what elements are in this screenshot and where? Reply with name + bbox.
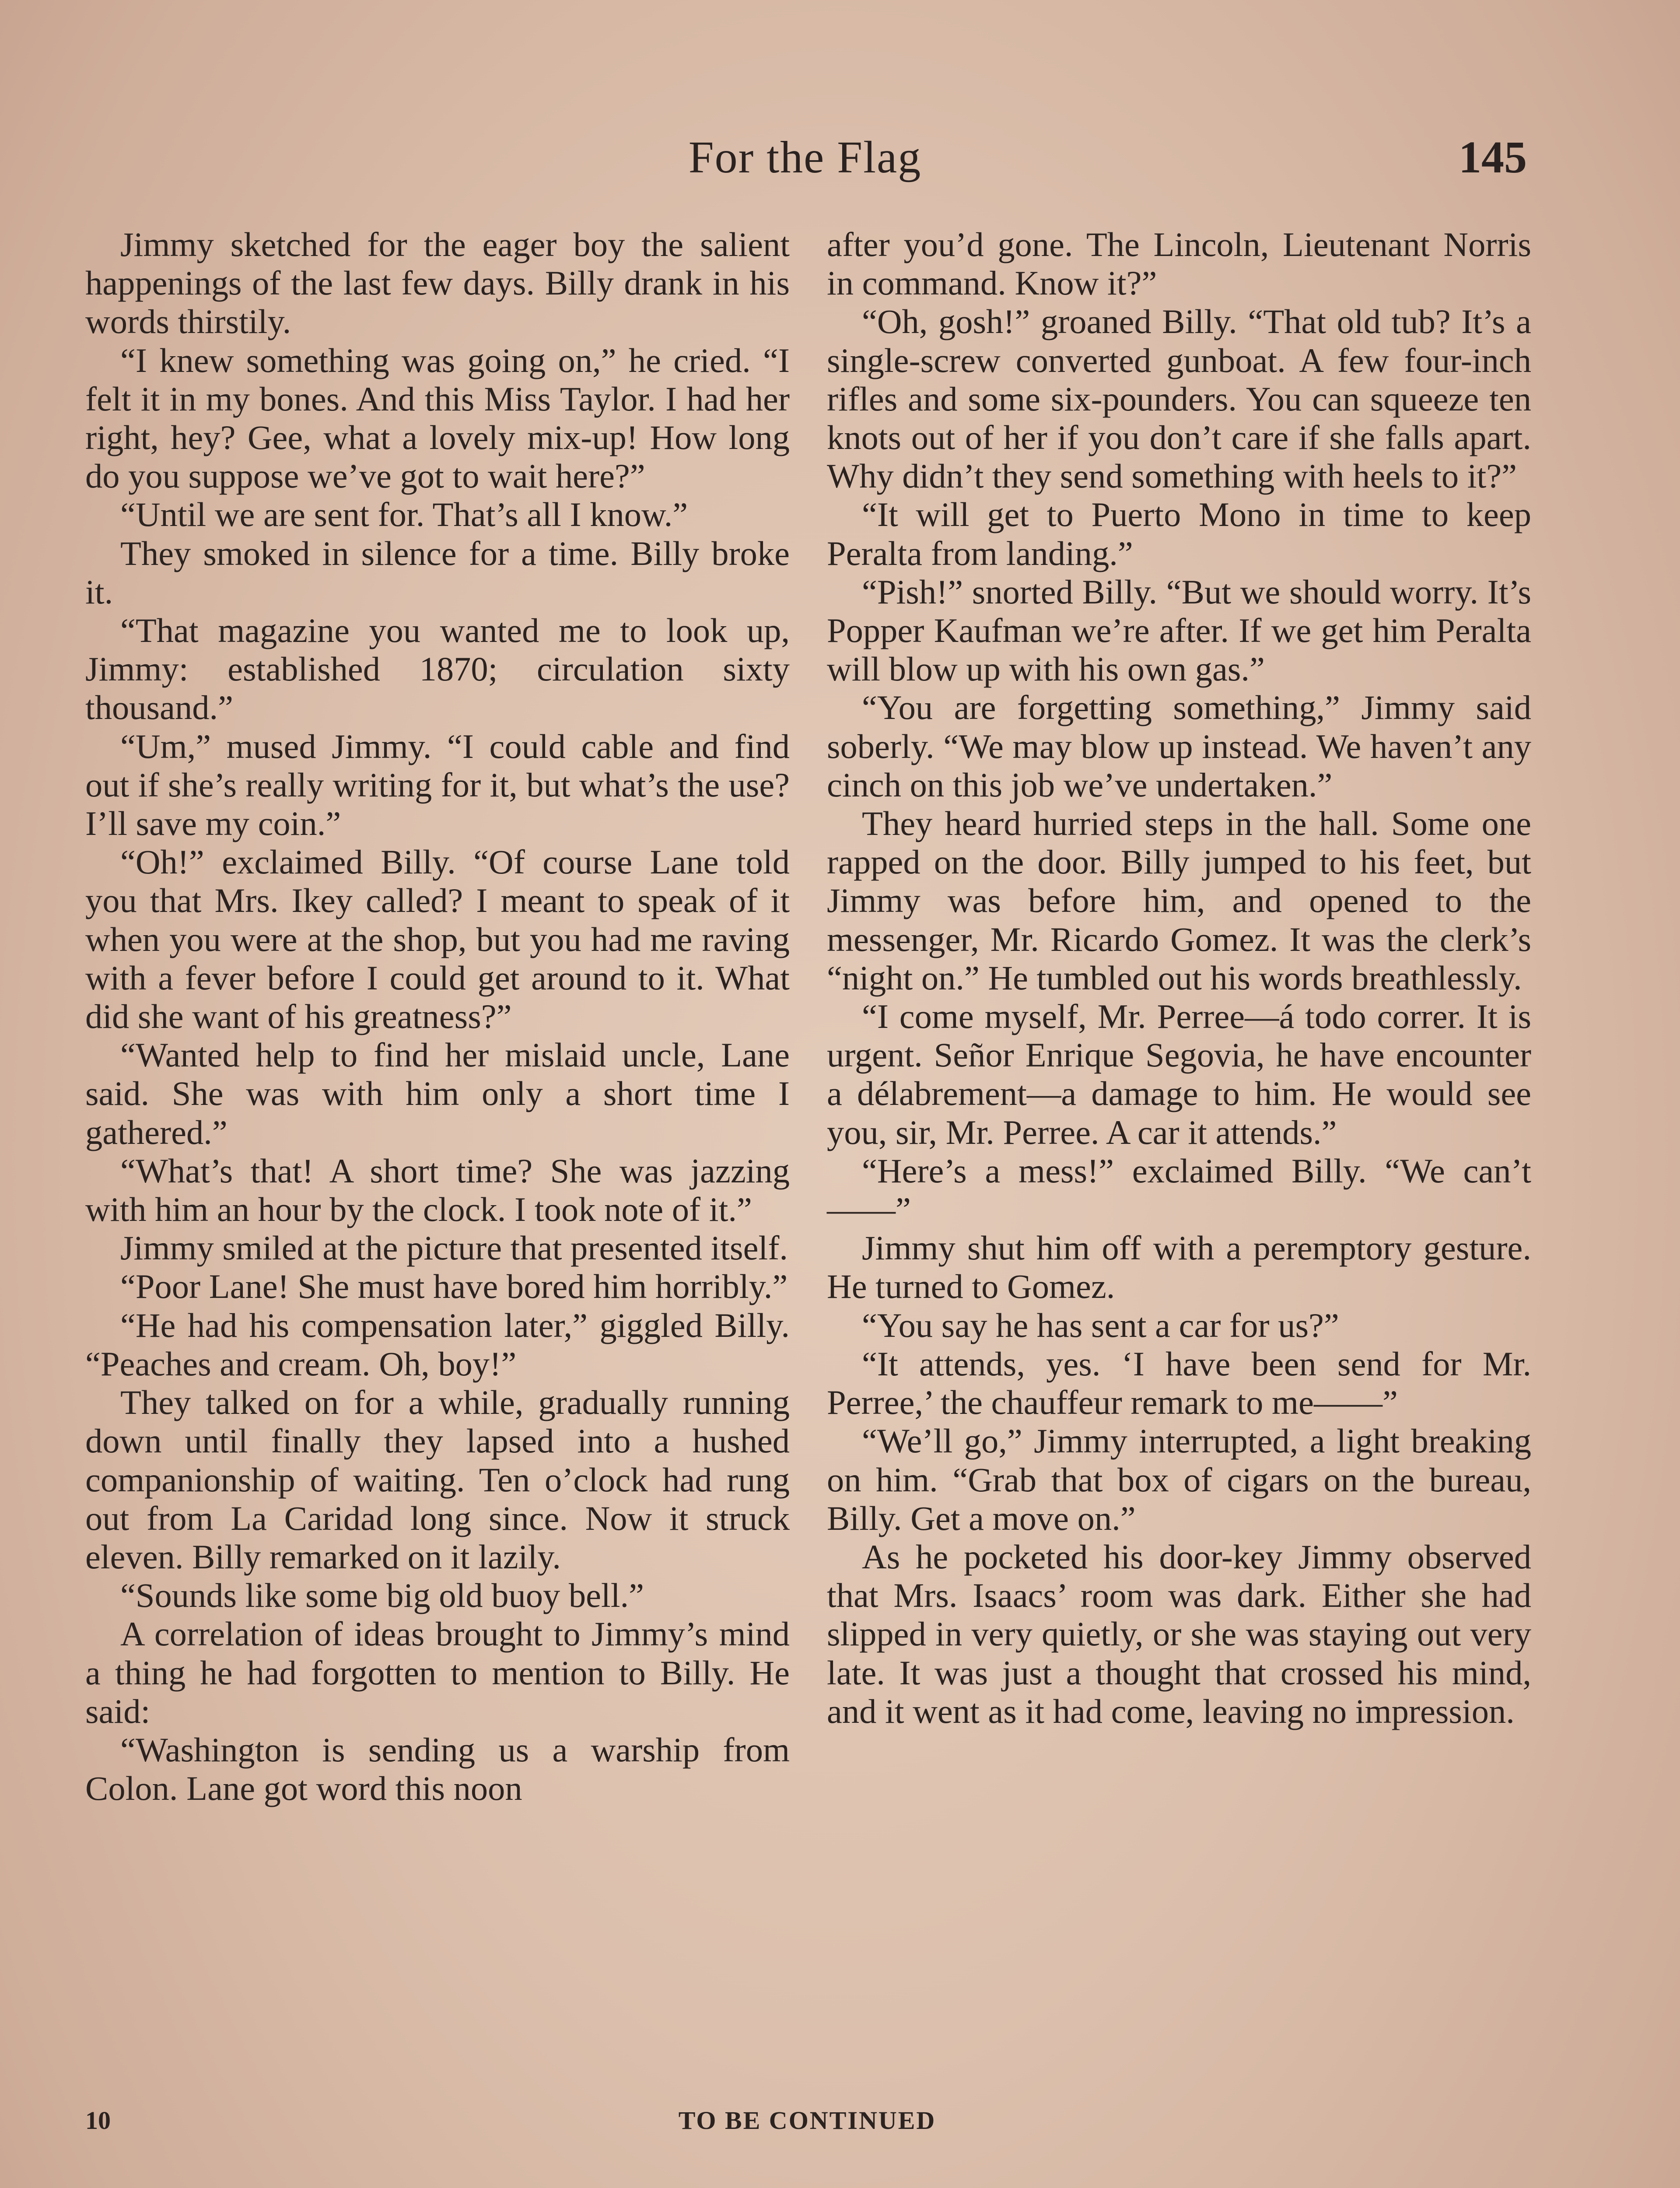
paragraph: “Pish!” snorted Billy. “But we should worry. It’s Popper Kaufman we’re after. If we get him Peralta will blow up with his own gas.” — [827, 572, 1531, 688]
paragraph: “Wanted help to find her mislaid uncle, Lane said. She was with him only a short time I gathered.” — [85, 1036, 790, 1151]
to-be-continued: TO BE CONTINUED — [678, 2106, 936, 2135]
paragraph: “Oh!” exclaimed Billy. “Of course Lane told you that Mrs. Ikey called? I meant to speak of it when you were at the shop, but you had me raving with a fever before I could get around to it. What did she want of his greatness?” — [85, 843, 790, 1036]
paragraph: Jimmy shut him off with a peremptory gesture. He turned to Gomez. — [827, 1229, 1531, 1306]
running-title: For the Flag — [688, 132, 922, 182]
paragraph: They talked on for a while, gradually running down until finally they lapsed into a hushed companionship of waiting. Ten o’clock had rung out from La Caridad long since. Now it struck eleven. Billy remarked on it lazily. — [85, 1383, 790, 1576]
paragraph: “Until we are sent for. That’s all I know.” — [120, 495, 688, 534]
running-head — [83, 131, 1527, 188]
paragraph: “Oh, gosh!” groaned Billy. “That old tub? It’s a single-screw converted gunboat. A few four-inch rifles and some six-pounders. You can squeeze ten knots out of her if you don’t care if she falls apart. Why didn’t they send something with heels to it?” — [827, 302, 1531, 495]
paragraph: “You are forgetting something,” Jimmy said soberly. “We may blow up instead. We haven’t any cinch on this job we’ve undertaken.” — [827, 688, 1531, 804]
paragraph: “You say he has sent a car for us?” — [862, 1306, 1339, 1344]
paragraph: “We’ll go,” Jimmy interrupted, a light breaking on him. “Grab that box of cigars on the bureau, Billy. Get a move on.” — [827, 1422, 1531, 1537]
paragraph: “What’s that! A short time? She was jazzing with him an hour by the clock. I took note of it.” — [85, 1151, 790, 1229]
paragraph: Jimmy sketched for the eager boy the salient happenings of the last few days. Billy drank in his words thirstily. — [85, 225, 790, 341]
paragraph: “It will get to Puerto Mono in time to keep Peralta from landing.” — [827, 495, 1531, 572]
paragraph: As he pocketed his door-key Jimmy observed that Mrs. Isaacs’ room was dark. Either she had slipped in very quietly, or she was staying out very late. It was just a thought that crossed his mind, and it went as it had come, leaving no impression. — [827, 1537, 1531, 1730]
paragraph: They heard hurried steps in the hall. Some one rapped on the door. Billy jumped to his feet, but Jimmy was before him, and opened to the messenger, Mr. Ricardo Gomez. It was the clerk’s “night on.” He tumbled out his words breathlessly. — [827, 804, 1531, 997]
paragraph: “Washington is sending us a warship from Colon. Lane got word this noon — [85, 1730, 790, 1808]
paragraph: “Here’s a mess!” exclaimed Billy. “We can’t——” — [827, 1151, 1531, 1229]
right-column — [827, 225, 1531, 1731]
paragraph: Jimmy smiled at the picture that presented itself. — [120, 1229, 788, 1267]
paragraph: “He had his compensation later,” giggled Billy. “Peaches and cream. Oh, boy!” — [85, 1306, 790, 1383]
left-column — [85, 225, 790, 1808]
paragraph: A correlation of ideas brought to Jimmy’s mind a thing he had forgotten to mention to Billy. He said: — [85, 1615, 790, 1730]
paragraph: “Um,” mused Jimmy. “I could cable and find out if she’s really writing for it, but what’s the use? I’ll save my coin.” — [85, 727, 790, 843]
page-footer — [85, 2106, 1529, 2141]
signature-mark: 10 — [85, 2106, 111, 2135]
paragraph: “Poor Lane! She must have bored him horribly.” — [120, 1267, 788, 1306]
page-number: 145 — [1459, 132, 1527, 182]
paragraph: “It attends, yes. ‘I have been send for Mr. Perree,’ the chauffeur remark to me——” — [827, 1344, 1531, 1422]
paragraph: “I come myself, Mr. Perree—á todo correr. It is urgent. Señor Enrique Segovia, he have encounter a délabrement—a damage to him. He would see you, sir, Mr. Perree. A car it attends.” — [827, 997, 1531, 1151]
paragraph: They smoked in silence for a time. Billy broke it. — [85, 534, 790, 611]
paragraph: “That magazine you wanted me to look up, Jimmy: established 1870; circulation sixty thousand.” — [85, 611, 790, 727]
paragraph: “I knew something was going on,” he cried. “I felt it in my bones. And this Miss Taylor. I had her right, hey? Gee, what a lovely mix-up! How long do you suppose we’ve got to wait here?” — [85, 341, 790, 495]
paragraph: “Sounds like some big old buoy bell.” — [120, 1576, 644, 1615]
paragraph: after you’d gone. The Lincoln, Lieutenant Norris in command. Know it?” — [827, 225, 1531, 302]
